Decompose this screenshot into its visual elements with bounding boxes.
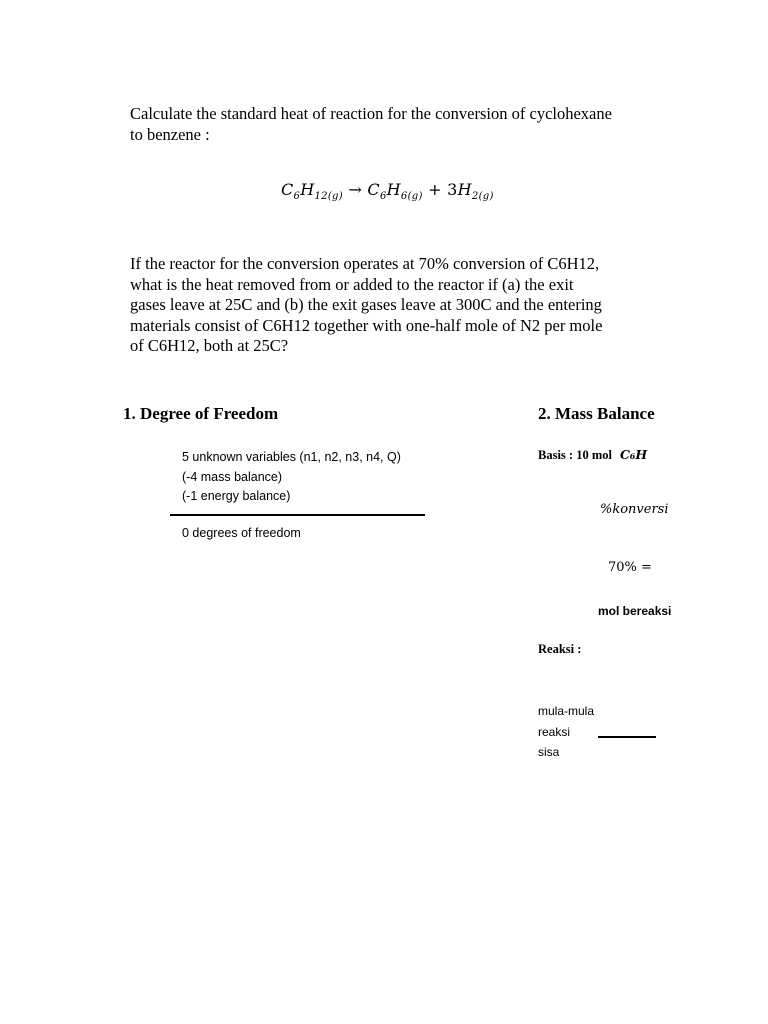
problem-line: If the reactor for the conversion operates at 70% conversion of C6H12, [130,254,600,273]
intro-text [130,103,612,145]
mol-bereaksi-label: mol bereaksi [598,604,672,618]
eq-sub: 6 [293,191,301,203]
basis-label: Basis : 10 mol [538,448,612,462]
problem-text [130,254,602,357]
eq-state: (g) [327,191,343,203]
intro-line-2: to benzene : [130,125,210,144]
dof-line: 5 unknown variables (n1, n2, n3, n4, Q) [182,450,401,464]
eq-state: (g) [478,191,494,203]
eq-term: C [367,180,380,199]
problem-line: what is the heat removed from or added to the reactor if (a) the exit [130,274,574,294]
eq-sub: 6 [400,191,408,203]
dof-list [182,448,401,507]
reaksi-label: Reaksi : [538,642,582,656]
arrow-icon: → [348,180,363,199]
eq-sub: 6 [379,191,387,203]
reaction-table-rows [538,701,594,763]
problem-line: materials consist of C6H12 together with one-half mole of N2 per mole [130,315,603,335]
section-title-degree-of-freedom: 1. Degree of Freedom [123,404,279,423]
divider [170,514,425,516]
eq-state: (g) [407,191,423,203]
dof-line: (-1 energy balance) [182,489,291,503]
row-label-reaksi: reaksi [538,724,571,739]
percent-label: 70% = [608,560,652,575]
eq-sub: 12 [314,191,328,203]
problem-line: gases leave at 25C and (b) the exit gases leave at 300C and the entering [130,295,602,314]
eq-term: C [281,180,294,199]
row-label-mula-mula: mula-mula [538,704,595,718]
intro-line-1: Calculate the standard heat of reaction for the conversion of cyclohexane [130,104,612,123]
basis-chem: C₆H [619,447,648,462]
reaction-equation [281,180,494,202]
eq-sub: 2 [471,191,479,203]
eq-term: H [457,180,472,199]
dof-line: (-4 mass balance) [182,469,283,484]
divider [598,736,656,738]
problem-line: of C6H12, both at 25C? [130,336,289,355]
eq-term: H [386,180,401,199]
konversi-label: %konversi [600,502,669,517]
eq-plus: + 3 [428,180,458,199]
section-title-mass-balance: 2. Mass Balance [538,404,655,423]
basis-line [538,447,658,463]
dof-result: 0 degrees of freedom [182,526,301,540]
row-label-sisa: sisa [538,745,560,759]
eq-term: H [300,180,315,199]
